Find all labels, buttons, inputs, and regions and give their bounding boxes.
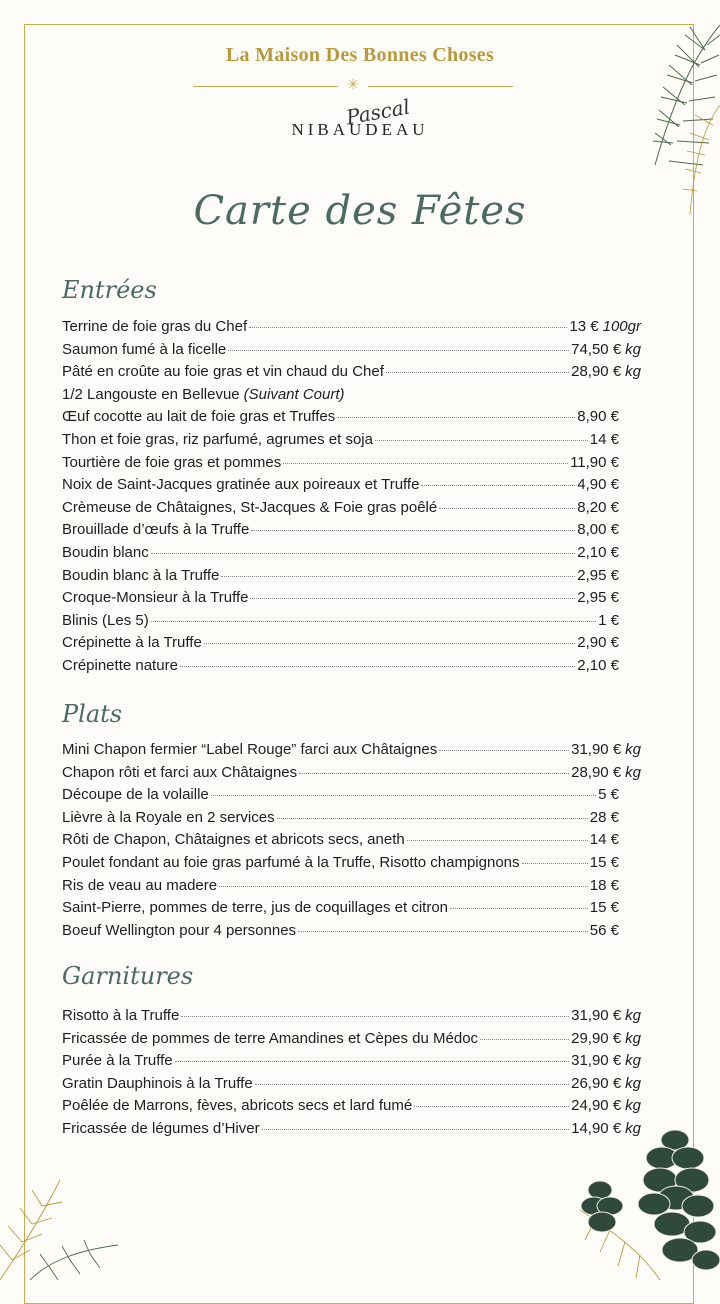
- price-unit: kg: [625, 1007, 641, 1024]
- dish-name: Fricassée de pommes de terre Amandines et Cèpes du Médoc: [62, 1029, 479, 1047]
- dot-leader: [151, 553, 576, 554]
- price-unit: kg: [625, 763, 641, 781]
- dot-leader: [414, 1106, 569, 1107]
- dish-name: Brouillade d’œufs à la Truffe: [62, 521, 250, 539]
- dish-price: 2,95 €: [577, 566, 619, 584]
- menu-item: [62, 741, 641, 764]
- dot-leader: [250, 598, 575, 599]
- dish-note: (Suivant Court): [243, 385, 345, 403]
- section-heading-garnitures: Garnitures: [62, 962, 194, 990]
- menu-item: [62, 363, 641, 386]
- dish-name: Pâté en croûte au foie gras et vin chaud du Chef: [62, 363, 384, 381]
- dish-price: 18 €: [589, 876, 619, 894]
- menu-item: [62, 877, 641, 900]
- dish-price: 2,10 €: [577, 543, 619, 561]
- section-heading-plats: Plats: [62, 700, 123, 728]
- dish-name: Crépinette à la Truffe: [62, 634, 202, 652]
- dish-price: 31,90 €: [571, 1052, 622, 1070]
- menu-item: [62, 786, 641, 809]
- dish-price: 56 €: [589, 921, 619, 939]
- dot-leader: [219, 886, 588, 887]
- dot-leader: [249, 327, 567, 328]
- dish-name: Œuf cocotte au lait de foie gras et Truffes: [62, 408, 336, 426]
- dish-name: Terrine de foie gras du Chef: [62, 318, 248, 335]
- dish-name: Fricassée de légumes d’Hiver: [62, 1119, 260, 1137]
- price-unit: kg: [625, 1119, 641, 1137]
- menu-title: Carte des Fêtes: [193, 188, 527, 234]
- menu-item: [62, 589, 641, 612]
- dish-price: 26,90 €: [571, 1074, 622, 1092]
- dot-leader: [299, 773, 569, 774]
- dish-name: Gratin Dauphinois à la Truffe: [62, 1074, 253, 1092]
- dish-price: 4,90 €: [577, 476, 619, 494]
- menu-item: [62, 1120, 641, 1143]
- dish-name: Rôti de Chapon, Châtaignes et abricots secs, aneth: [62, 831, 405, 849]
- dish-name: Tourtière de foie gras et pommes: [62, 453, 282, 471]
- dish-name: Saint-Pierre, pommes de terre, jus de coquillages et citron: [62, 899, 449, 917]
- dot-leader: [175, 1061, 569, 1062]
- dish-name: Découpe de la volaille: [62, 786, 209, 804]
- menu-item: [62, 831, 641, 854]
- menu-item: [62, 454, 641, 477]
- dot-leader: [228, 350, 569, 351]
- dish-price: 2,95 €: [577, 589, 619, 607]
- dish-price: 14,90 €: [571, 1119, 622, 1137]
- dish-name: Purée à la Truffe: [62, 1052, 173, 1070]
- dot-leader: [407, 840, 588, 841]
- dish-name: Poêlée de Marrons, fèves, abricots secs et lard fumé: [62, 1097, 413, 1115]
- price-unit: kg: [625, 340, 641, 358]
- dish-price: 28,90 €: [571, 763, 622, 781]
- menu-item: [62, 567, 641, 590]
- dot-leader: [375, 440, 588, 441]
- menu-item: [62, 341, 641, 364]
- dish-name: Mini Chapon fermier “Label Rouge” farci aux Châtaignes: [62, 741, 438, 758]
- dot-leader: [480, 1039, 569, 1040]
- dot-leader: [298, 931, 588, 932]
- dot-leader: [439, 508, 575, 509]
- dish-price: 24,90 €: [571, 1097, 622, 1115]
- star-icon: ✳: [347, 76, 359, 92]
- dish-name: Blinis (Les 5): [62, 611, 149, 629]
- menu-item: [62, 1097, 641, 1120]
- dish-name: Risotto à la Truffe: [62, 1007, 180, 1024]
- dot-leader: [151, 621, 596, 622]
- menu-item: [62, 544, 641, 567]
- dot-leader: [221, 576, 575, 577]
- menu-item: [62, 1007, 641, 1030]
- menu-item: [62, 612, 641, 635]
- dot-leader: [181, 1016, 569, 1017]
- dot-leader: [522, 863, 588, 864]
- dot-leader: [283, 463, 568, 464]
- dish-name: Poulet fondant au foie gras parfumé à la Truffe, Risotto champignons: [62, 853, 520, 871]
- menu-item: [62, 1030, 641, 1053]
- menu-item: [62, 809, 641, 832]
- dish-price: 8,00 €: [577, 521, 619, 539]
- garnitures-list: [62, 1007, 641, 1143]
- dot-leader: [251, 530, 575, 531]
- dot-leader: [421, 485, 575, 486]
- dish-name: 1/2 Langouste en Bellevue: [62, 385, 240, 403]
- chef-first-name: Pascal: [344, 94, 412, 130]
- dish-name: Boudin blanc: [62, 543, 149, 561]
- menu-item: [62, 499, 641, 522]
- dot-leader: [262, 1129, 570, 1130]
- dish-name: Croque-Monsieur à la Truffe: [62, 589, 249, 607]
- menu-item: [62, 431, 641, 454]
- price-unit: kg: [625, 1029, 641, 1047]
- dish-price: 31,90 €: [571, 1007, 622, 1024]
- menu-item: [62, 386, 641, 409]
- price-unit: kg: [625, 363, 641, 381]
- section-heading-entrees: Entrées: [62, 276, 157, 304]
- dish-price: 15 €: [589, 899, 619, 917]
- dish-price: 1 €: [598, 611, 619, 629]
- menu-item: [62, 1075, 641, 1098]
- pine-cone-bottom-right-icon: [580, 1120, 720, 1280]
- menu-item: [62, 854, 641, 877]
- dish-price: 28,90 €: [571, 363, 622, 381]
- menu-item: [62, 476, 641, 499]
- price-unit: 100gr: [602, 318, 641, 335]
- dot-leader: [277, 818, 588, 819]
- price-unit: kg: [625, 1074, 641, 1092]
- dish-name: Saumon fumé à la ficelle: [62, 340, 227, 358]
- dish-name: Lièvre à la Royale en 2 services: [62, 808, 275, 826]
- dish-price: 5 €: [598, 786, 619, 804]
- dish-price: 31,90 €: [571, 741, 622, 758]
- dish-price: 14 €: [589, 831, 619, 849]
- dot-leader: [337, 417, 575, 418]
- dot-leader: [439, 750, 569, 751]
- price-unit: kg: [625, 741, 641, 758]
- dish-price: 28 €: [589, 808, 619, 826]
- dish-name: Crépinette nature: [62, 656, 178, 674]
- dish-price: 2,90 €: [577, 634, 619, 652]
- dish-price: 8,90 €: [577, 408, 619, 426]
- dish-price: 29,90 €: [571, 1029, 622, 1047]
- menu-item: [62, 899, 641, 922]
- dish-price: 8,20 €: [577, 498, 619, 516]
- dot-leader: [204, 643, 575, 644]
- dish-price: 13 €: [569, 318, 599, 335]
- dot-leader: [180, 666, 575, 667]
- menu-item: [62, 764, 641, 787]
- dish-name: Chapon rôti et farci aux Châtaignes: [62, 763, 298, 781]
- dish-price: 15 €: [589, 853, 619, 871]
- dish-price: 14 €: [589, 430, 619, 448]
- menu-item: [62, 657, 641, 680]
- dot-leader: [211, 795, 596, 796]
- dot-leader: [450, 908, 588, 909]
- chef-last-name: NIBAUDEAU: [291, 120, 429, 139]
- dish-name: Ris de veau au madere: [62, 876, 218, 894]
- dish-name: Boeuf Wellington pour 4 personnes: [62, 921, 297, 939]
- dot-leader: [386, 372, 569, 373]
- dish-name: Noix de Saint-Jacques gratinée aux poireaux et Truffe: [62, 476, 420, 494]
- dish-name: Crèmeuse de Châtaignes, St-Jacques & Foie gras poêlé: [62, 498, 438, 516]
- menu-item: [62, 521, 641, 544]
- menu-item: [62, 408, 641, 431]
- dish-name: Thon et foie gras, riz parfumé, agrumes et soja: [62, 430, 373, 448]
- menu-item: [62, 318, 641, 341]
- dot-leader: [255, 1084, 569, 1085]
- pine-branch-bottom-left-icon: [0, 1150, 120, 1280]
- dish-price: 2,10 €: [577, 656, 619, 674]
- brand-name: La Maison Des Bonnes Choses: [225, 44, 495, 66]
- menu-item: [62, 1052, 641, 1075]
- menu-item: [62, 922, 641, 945]
- dish-name: Boudin blanc à la Truffe: [62, 566, 220, 584]
- plats-list: [62, 741, 641, 944]
- entrees-list: [62, 318, 641, 680]
- price-unit: kg: [625, 1052, 641, 1070]
- dish-price: 74,50 €: [571, 340, 622, 358]
- menu-item: [62, 634, 641, 657]
- price-unit: kg: [625, 1097, 641, 1115]
- dish-price: 11,90 €: [570, 453, 619, 471]
